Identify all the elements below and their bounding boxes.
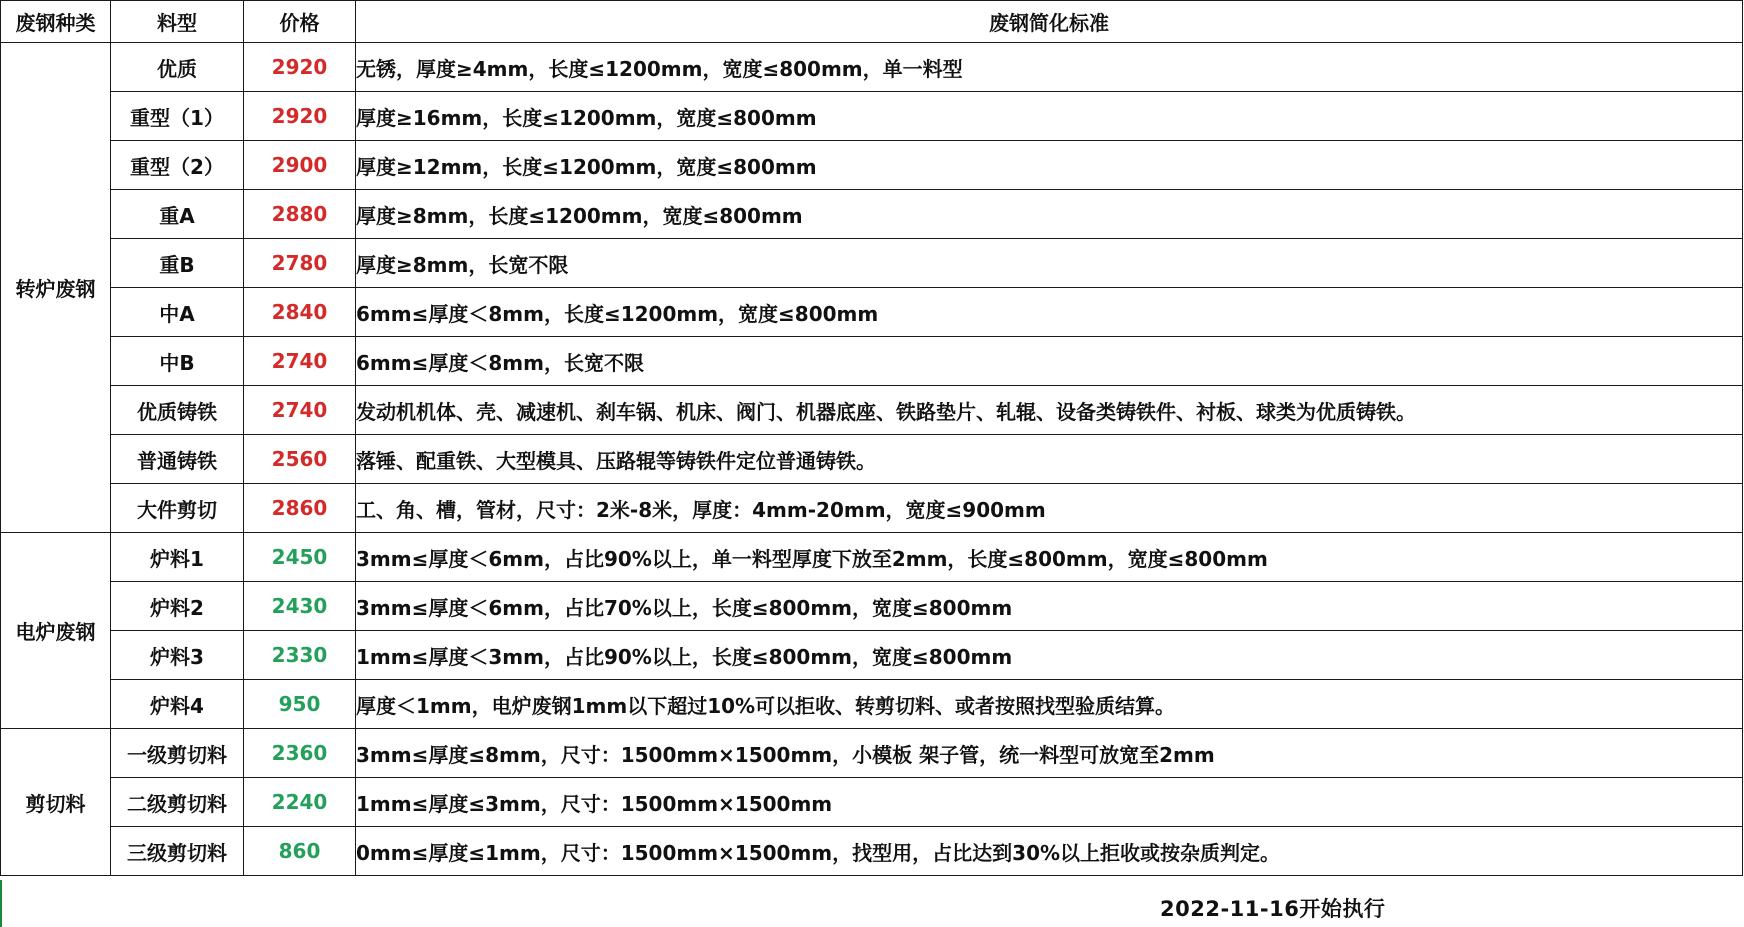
table-row [1, 141, 1743, 190]
table-row [1, 631, 1743, 680]
price-cell: 2920 [244, 43, 356, 92]
material-cell: 重B [111, 239, 244, 288]
table-row [1, 680, 1743, 729]
table-row [1, 337, 1743, 386]
price-cell: 2920 [244, 92, 356, 141]
table-row [1, 533, 1743, 582]
material-cell: 三级剪切料 [111, 827, 244, 876]
header-standard: 废钢简化标准 [356, 1, 1743, 43]
material-cell: 优质铸铁 [111, 386, 244, 435]
standard-cell: 3mm≤厚度≤8mm，尺寸：1500mm×1500mm，小模板 架子管，统一料型可放宽至2mm [356, 729, 1743, 778]
price-cell: 2450 [244, 533, 356, 582]
table-row [1, 190, 1743, 239]
standard-cell: 无锈，厚度≥4mm，长度≤1200mm，宽度≤800mm，单一料型 [356, 43, 1743, 92]
header-price: 价格 [244, 1, 356, 43]
standard-cell: 发动机机体、壳、减速机、刹车锅、机床、阀门、机器底座、铁路垫片、轧辊、设备类铸铁件、衬板、球类为优质铸铁。 [356, 386, 1743, 435]
material-cell: 大件剪切 [111, 484, 244, 533]
material-cell: 中B [111, 337, 244, 386]
price-cell: 2780 [244, 239, 356, 288]
header-category: 废钢种类 [1, 1, 111, 43]
material-cell: 优质 [111, 43, 244, 92]
material-cell: 炉料4 [111, 680, 244, 729]
table-row [1, 435, 1743, 484]
table-row [1, 484, 1743, 533]
price-cell: 2430 [244, 582, 356, 631]
standard-cell: 厚度≥8mm，长度≤1200mm，宽度≤800mm [356, 190, 1743, 239]
price-cell: 2880 [244, 190, 356, 239]
price-cell: 2240 [244, 778, 356, 827]
standard-cell: 厚度＜1mm，电炉废钢1mm以下超过10%可以拒收、转剪切料、或者按照找型验质结算。 [356, 680, 1743, 729]
standard-cell: 3mm≤厚度＜6mm，占比90%以上，单一料型厚度下放至2mm，长度≤800mm，宽度≤800mm [356, 533, 1743, 582]
material-cell: 重型（1） [111, 92, 244, 141]
header-row [1, 1, 1743, 43]
standard-cell: 厚度≥8mm，长宽不限 [356, 239, 1743, 288]
material-cell: 重A [111, 190, 244, 239]
material-cell: 一级剪切料 [111, 729, 244, 778]
material-cell: 二级剪切料 [111, 778, 244, 827]
material-cell: 重型（2） [111, 141, 244, 190]
standard-cell: 6mm≤厚度＜8mm，长度≤1200mm，宽度≤800mm [356, 288, 1743, 337]
price-cell: 2560 [244, 435, 356, 484]
material-cell: 炉料1 [111, 533, 244, 582]
standard-cell: 1mm≤厚度≤3mm，尺寸：1500mm×1500mm [356, 778, 1743, 827]
table-row [1, 92, 1743, 141]
price-cell: 2330 [244, 631, 356, 680]
table-row [1, 288, 1743, 337]
price-cell: 2840 [244, 288, 356, 337]
material-cell: 普通铸铁 [111, 435, 244, 484]
footer-edge-mark [0, 880, 10, 927]
standard-cell: 0mm≤厚度≤1mm，尺寸：1500mm×1500mm，找型用，占比达到30%以上拒收或按杂质判定。 [356, 827, 1743, 876]
table-row [1, 729, 1743, 778]
standard-cell: 落锤、配重铁、大型模具、压路辊等铸铁件定位普通铸铁。 [356, 435, 1743, 484]
price-cell: 2360 [244, 729, 356, 778]
category-cell: 转炉废钢 [1, 43, 111, 533]
standard-cell: 6mm≤厚度＜8mm，长宽不限 [356, 337, 1743, 386]
price-cell: 2740 [244, 337, 356, 386]
price-cell: 2900 [244, 141, 356, 190]
table-row [1, 778, 1743, 827]
price-cell: 2860 [244, 484, 356, 533]
table-row [1, 582, 1743, 631]
effective-date: 2022-11-16开始执行 [1160, 897, 1386, 921]
table-row [1, 386, 1743, 435]
material-cell: 炉料3 [111, 631, 244, 680]
category-cell: 剪切料 [1, 729, 111, 876]
price-cell: 860 [244, 827, 356, 876]
standard-cell: 工、角、槽，管材，尺寸：2米-8米，厚度：4mm-20mm，宽度≤900mm [356, 484, 1743, 533]
material-cell: 炉料2 [111, 582, 244, 631]
table-row [1, 827, 1743, 876]
header-material: 料型 [111, 1, 244, 43]
standard-cell: 厚度≥12mm，长度≤1200mm，宽度≤800mm [356, 141, 1743, 190]
standard-cell: 1mm≤厚度＜3mm，占比90%以上，长度≤800mm，宽度≤800mm [356, 631, 1743, 680]
material-cell: 中A [111, 288, 244, 337]
category-cell: 电炉废钢 [1, 533, 111, 729]
standard-cell: 厚度≥16mm，长度≤1200mm，宽度≤800mm [356, 92, 1743, 141]
price-cell: 950 [244, 680, 356, 729]
table-body [1, 43, 1743, 876]
price-cell: 2740 [244, 386, 356, 435]
table-row [1, 239, 1743, 288]
standard-cell: 3mm≤厚度＜6mm，占比70%以上，长度≤800mm，宽度≤800mm [356, 582, 1743, 631]
table-row [1, 43, 1743, 92]
